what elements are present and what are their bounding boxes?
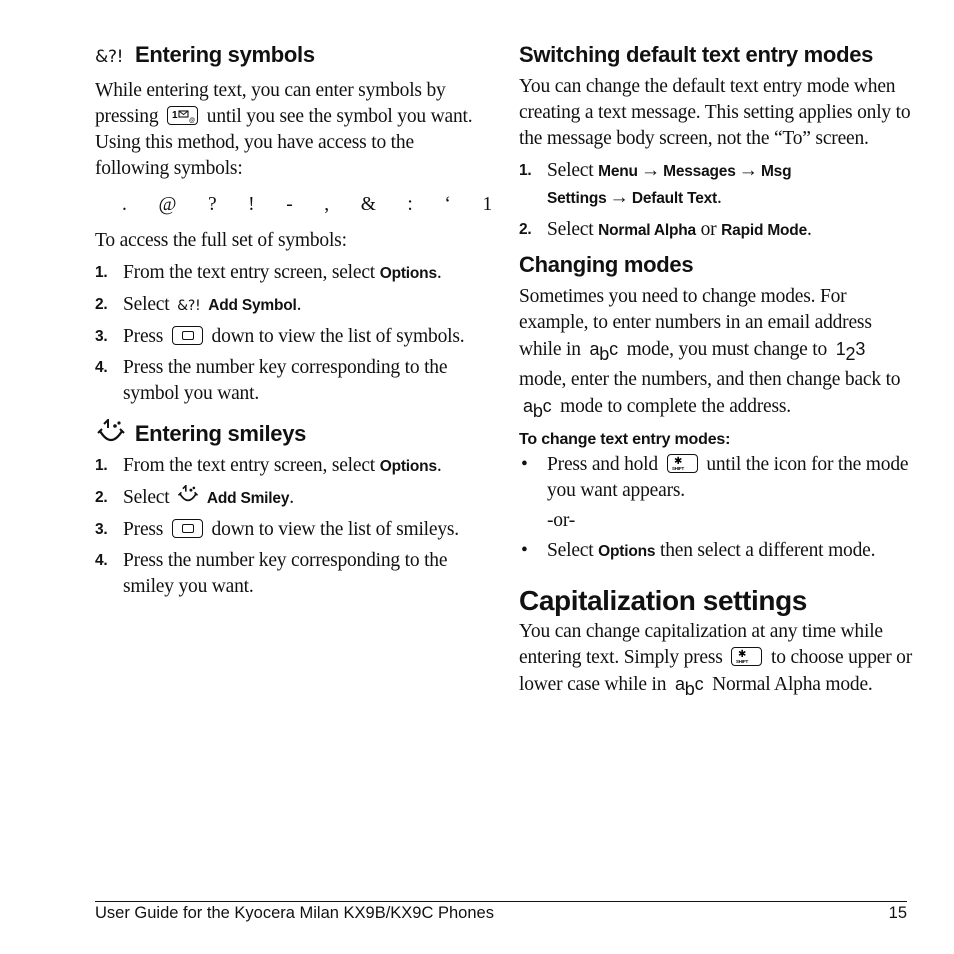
svg-text:SHIFT: SHIFT (736, 659, 749, 664)
changing-section (519, 250, 914, 565)
smiley-icon (176, 485, 200, 507)
symbol: & (360, 194, 376, 215)
abc-mode-icon: $a_bc$ (523, 396, 552, 421)
list-item: 3. Press down to view the list of symbols. (95, 326, 465, 347)
1-key-icon (167, 106, 198, 125)
list-item: 3. Press down to view the list of smileys. (95, 519, 459, 540)
symbols-intro: While entering text, you can enter symbols by pressing 1 @ until you see the symbol you want. Using this method, you have access to the following symbols: (95, 80, 473, 179)
switching-body: You can change the default text entry mode when creating a text message. This setting applies only to the message body screen, not the “To” screen. (519, 76, 911, 149)
shift-key-icon (667, 454, 698, 473)
list-item: 2. Select Normal Alpha or Rapid Mode. (519, 219, 812, 240)
list-item: 1. Select Menu → Messages → Msg Settings → Default Text. (519, 160, 792, 208)
symbols-list (122, 192, 492, 218)
navigation-key-icon (172, 519, 203, 538)
symbol: ! (248, 194, 255, 215)
svg-text:SHIFT: SHIFT (671, 466, 684, 471)
left-column (95, 40, 490, 605)
svg-text:✱: ✱ (673, 456, 682, 467)
shift-key-icon (731, 647, 762, 666)
switching-section (519, 40, 914, 244)
capitalization-section (519, 583, 914, 702)
entering-smileys-section (95, 419, 490, 600)
symbols-icon: &?! (177, 298, 201, 314)
full-set-text: To access the full set of symbols: (95, 230, 347, 251)
abc-mode-icon: $a_bc$ (674, 674, 704, 699)
or-separator: -or- (547, 510, 576, 531)
list-item: • Press and hold ✱ SHIFT until the icon for the mode you want appears. (521, 454, 909, 501)
123-mode-icon: $1_23$ (835, 339, 866, 364)
symbol: . (122, 194, 127, 215)
symbol: ‘ (444, 194, 451, 215)
symbol: - (286, 194, 293, 215)
list-item: 1. From the text entry screen, select Options. (95, 455, 442, 476)
list-item: 1. From the text entry screen, select Options. (95, 262, 442, 283)
footer-title: User Guide for the Kyocera Milan KX9B/KX9C Phones (95, 904, 494, 922)
symbols-icon: &?! (95, 47, 124, 67)
entering-symbols-section (95, 40, 490, 407)
smileys-steps (95, 453, 490, 600)
page-number: 15 (888, 904, 907, 922)
list-item: 2. Select Add Smiley. (95, 487, 294, 508)
change-modes-subheading: To change text entry modes: (519, 431, 731, 448)
switching-steps (519, 158, 914, 244)
svg-text:@: @ (189, 118, 195, 124)
list-item: 4. Press the number key corresponding to the symbol you want. (95, 357, 448, 404)
symbol: , (324, 194, 329, 215)
svg-text:1: 1 (172, 110, 178, 121)
right-column (519, 40, 914, 702)
svg-text:✱: ✱ (738, 649, 747, 660)
list-item: 2. Select &?! Add Symbol. (95, 294, 302, 315)
capitalization-heading: Capitalization settings (519, 585, 807, 616)
symbol: ? (207, 194, 217, 215)
symbol: 1 (482, 194, 492, 215)
symbol: @ (158, 194, 177, 215)
list-item: 4. Press the number key corresponding to the smiley you want. (95, 550, 448, 597)
smiley-icon (95, 419, 127, 449)
changing-bullets (519, 452, 914, 565)
symbol: : (407, 194, 413, 215)
page-footer (95, 901, 907, 923)
switching-heading: Switching default text entry modes (519, 42, 874, 67)
entering-smileys-heading: Entering smileys (95, 419, 490, 449)
entering-symbols-heading: &?! Entering symbols (95, 42, 315, 67)
list-item: • Select Options then select a different mode. (521, 540, 876, 561)
abc-mode-icon: $a_bc$ (589, 339, 618, 364)
navigation-key-icon (172, 326, 203, 345)
symbols-steps (95, 260, 490, 407)
changing-body: Sometimes you need to change modes. For example, to enter numbers in an email address while in $a_bc$ mode, you must change to $1_23$ mode, enter the numbers, and then change back to $a_bc$ mode to complete the address. (519, 286, 901, 421)
changing-heading: Changing modes (519, 252, 694, 277)
capitalization-body: You can change capitalization at any time while entering text. Simply press ✱ SHIFT to choose upper or lower case while in $a_bc$ Normal Alpha mode. (519, 621, 913, 699)
